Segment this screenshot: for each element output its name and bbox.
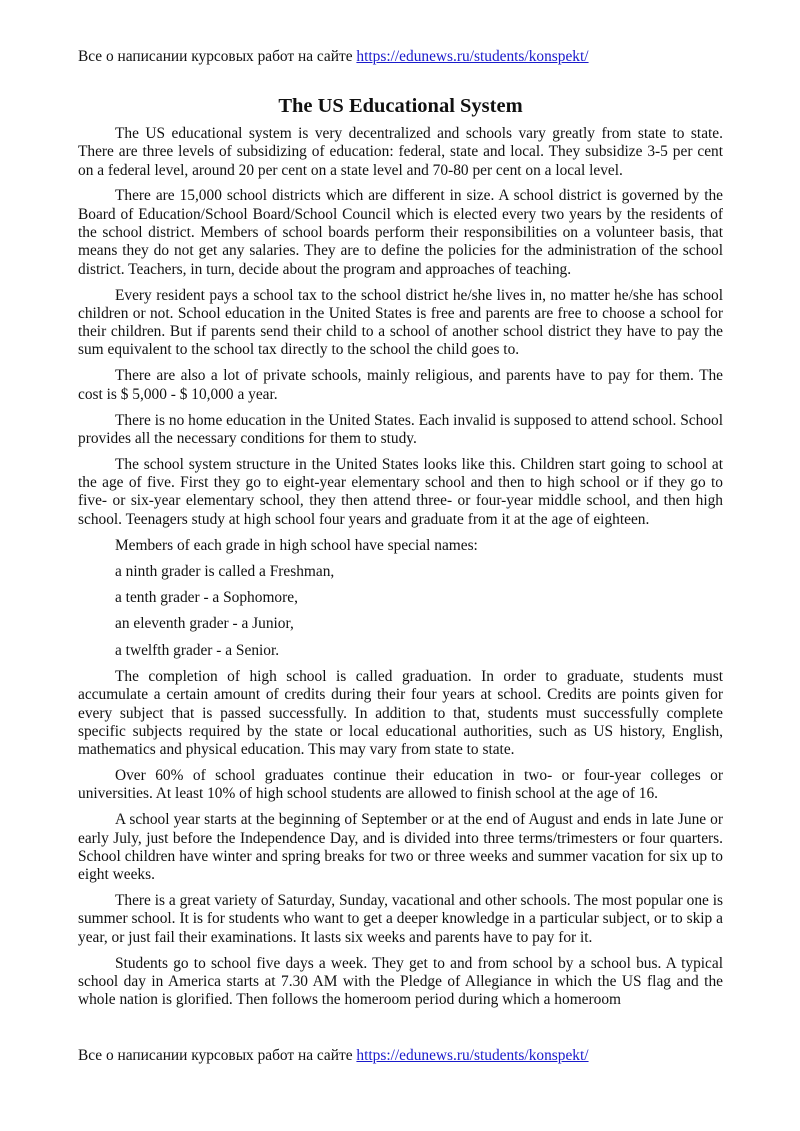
- header-text: Все о написании курсовых работ на сайте: [78, 48, 357, 65]
- document-body: [78, 125, 723, 1017]
- paragraph: Every resident pays a school tax to the school district he/she lives in, no matter he/she has school children or not. School education in the United States is free and parents are free to choose a school for their children. But if parents send their child to a school of another school district they have to pay the sum equivalent to the school tax directly to the school the child goes to.: [78, 286, 723, 359]
- page-footer: [78, 1046, 589, 1066]
- document-title: The US Educational System: [278, 95, 523, 117]
- list-item: a tenth grader - a Sophomore,: [115, 589, 298, 607]
- footer-link[interactable]: https://edunews.ru/students/konspekt/: [356, 1047, 589, 1064]
- header-link[interactable]: https://edunews.ru/students/konspekt/: [356, 48, 589, 65]
- paragraph: Students go to school five days a week. They get to and from school by a school bus. A typical school day in America starts at 7.30 AM with the Pledge of Allegiance in which the US flag and the whole nation is glorified. Then follows the homeroom period during which a homeroom: [78, 954, 723, 1009]
- paragraph: The US educational system is very decentralized and schools vary greatly from state to state. There are three levels of subsidizing of education: federal, state and local. They subsidize 3-5 per cent on a federal level, around 20 per cent on a state level and 70-80 per cent on a local level.: [78, 125, 723, 179]
- footer-text: Все о написании курсовых работ на сайте: [78, 1047, 357, 1064]
- list-item: an eleventh grader - a Junior,: [115, 615, 294, 633]
- paragraph: There is no home education in the United States. Each invalid is supposed to attend school. School provides all the necessary conditions for them to study.: [78, 411, 723, 447]
- list-item: a ninth grader is called a Freshman,: [115, 562, 335, 580]
- list-item: a twelfth grader - a Senior.: [115, 641, 280, 659]
- paragraph: Over 60% of school graduates continue their education in two- or four-year colleges or universities. At least 10% of high school students are allowed to finish school at the age of 16.: [78, 767, 723, 803]
- page-header: [78, 47, 589, 67]
- paragraph: There are 15,000 school districts which are different in size. A school district is governed by the Board of Education/School Board/School Council which is elected every two years by the residents of the school district. Members of school boards perform their responsibilities on a volunteer basis, that means they do not get any salaries. They are to define the policies for the administration of the school district. Teachers, in turn, decide about the program and approaches of teaching.: [78, 187, 723, 278]
- paragraph: The completion of high school is called graduation. In order to graduate, students must accumulate a certain amount of credits during their four years at school. Credits are points given for every subject that is passed successfully. In addition to that, students must successfully complete specific subjects required by the state or local educational authorities, such as US history, English, mathematics and physical education. This may vary from state to state.: [78, 667, 723, 759]
- paragraph: Members of each grade in high school have special names:: [115, 536, 478, 554]
- paragraph: The school system structure in the United States looks like this. Children start going to school at the age of five. First they go to eight-year elementary school and then to high school or if they go to five- or six-year elementary school, they then attend three- or four-year middle school, and then high school. Teenagers study at high school four years and graduate from it at the age of eighteen.: [78, 455, 723, 528]
- paragraph: There are also a lot of private schools, mainly religious, and parents have to pay for them. The cost is $ 5,000 - $ 10,000 a year.: [78, 367, 723, 403]
- paragraph: There is a great variety of Saturday, Sunday, vacational and other schools. The most popular one is summer school. It is for students who want to get a deeper knowledge in a particular subject, or to skip a year, or just fail their examinations. It lasts six weeks and parents have to pay for it.: [78, 892, 723, 946]
- paragraph: A school year starts at the beginning of September or at the end of August and ends in late June or early July, just before the Independence Day, and is divided into three terms/trimesters or four quarters. School children have winter and spring breaks for two or three weeks and summer vacation for six up to eight weeks.: [78, 811, 723, 884]
